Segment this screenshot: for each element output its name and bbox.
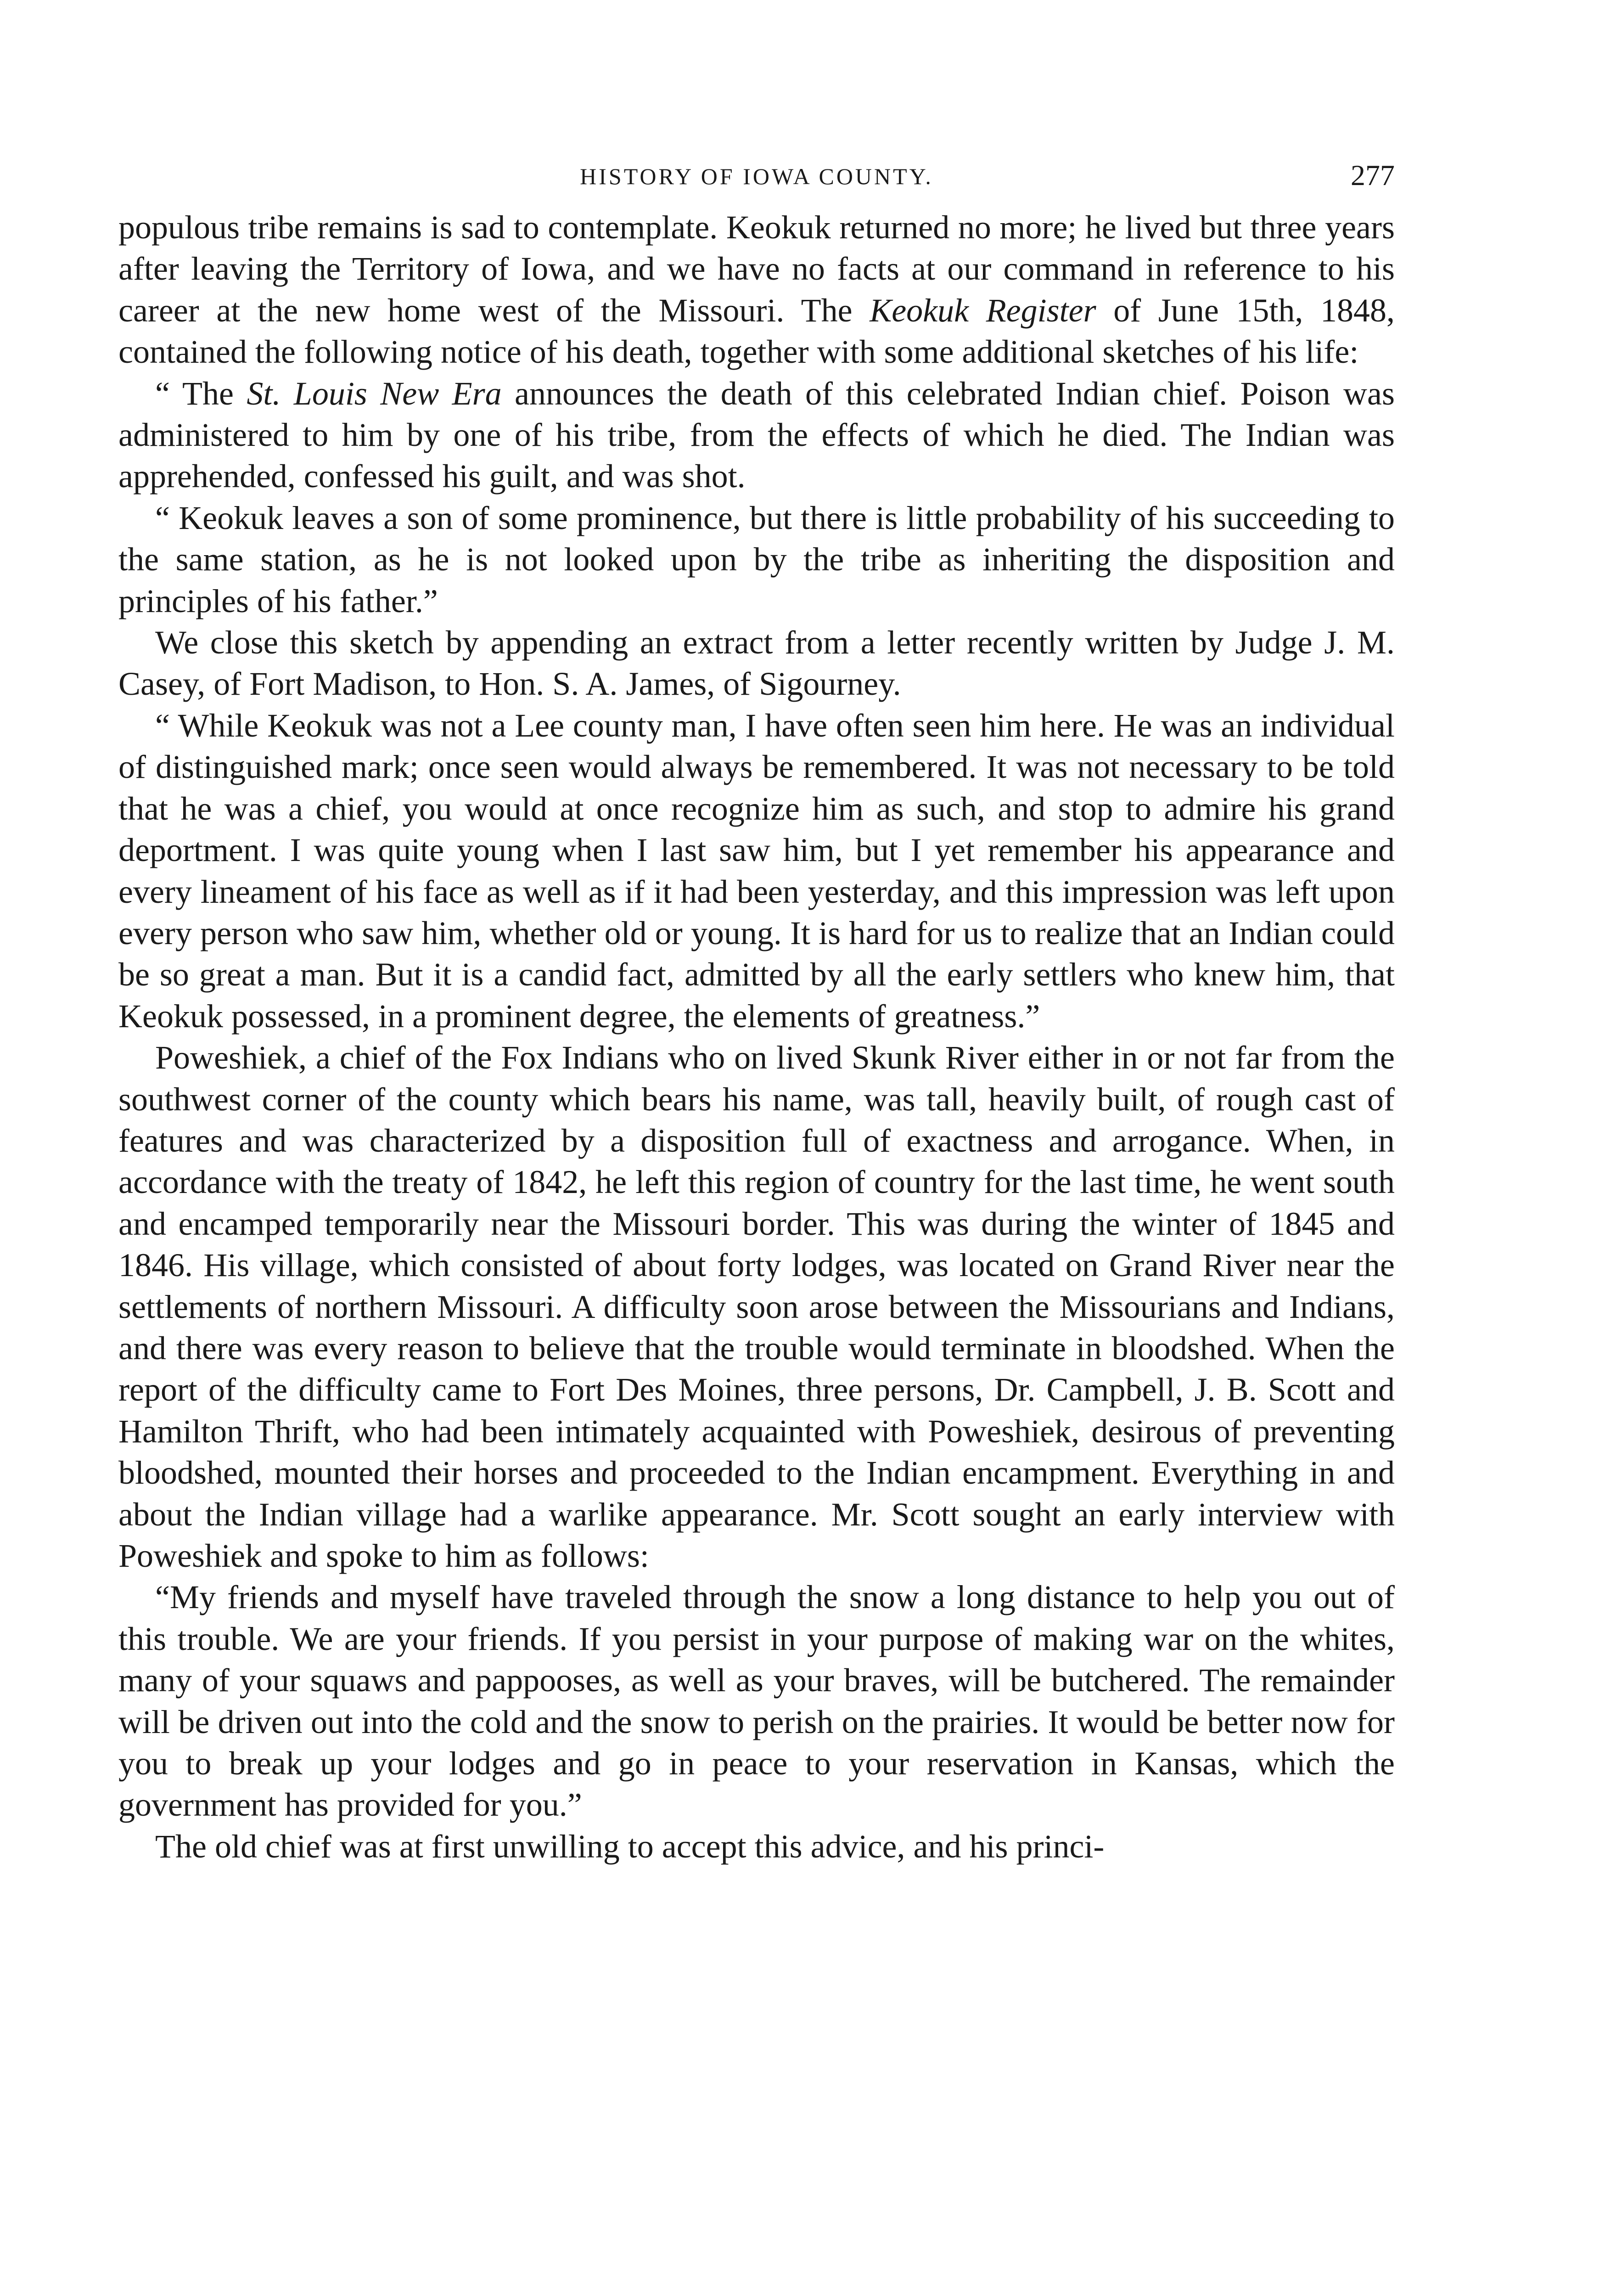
running-title: HISTORY OF IOWA COUNTY. xyxy=(580,163,933,189)
page-header xyxy=(118,158,1395,200)
page-number: 277 xyxy=(1351,159,1395,191)
paragraph-casey-letter: “ While Keokuk was not a Lee county man, I have often seen him here. He was an individual of distinguished mark; once seen would always be remembered. It was not necessary to be told that he was a chief, you would at once recognize him as such, and stop to admire his grand deportment. I was quite young when I last saw him, but I yet remember his appearance and every lineament of his face as well as if it had been yesterday, and this impression was left upon every person who saw him, whether old or young. It is hard for us to realize that an Indian could be so great a man. But it is a candid fact, admitted by all the early settlers who knew him, that Keokuk possessed, in a prominent degree, the elements of greatness.” xyxy=(118,707,1395,1035)
body-text xyxy=(118,207,1395,1867)
newspaper-title-keokuk-register: Keokuk Register xyxy=(870,292,1096,329)
newspaper-title-new-era: St. Louis New Era xyxy=(247,375,502,412)
paragraph-poweshiek: Poweshiek, a chief of the Fox Indians who on lived Skunk River either in or not far from the southwest corner of the county which bears his name, was tall, heavily built, of rough cast of features and was characterized by a disposition full of exactness and arrogance. When, in accordance with the treaty of 1842, he left this region of country for the last time, he went south and encamped temporarily near the Missouri border. This was during the winter of 1845 and 1846. His village, which consisted of about forty lodges, was located on Grand River near the settlements of northern Missouri. A difficulty soon arose between the Missourians and Indians, and there was every reason to believe that the trouble would terminate in bloodshed. When the report of the difficulty came to Fort Des Moines, three persons, Dr. Campbell, J. B. Scott and Hamilton Thrift, who had been intimately acquainted with Poweshiek, desirous of preventing bloodshed, mounted their horses and proceeded to the Indian encampment. Everything in and about the Indian village had a warlike appearance. Mr. Scott sought an early interview with Poweshiek and spoke to him as follows: xyxy=(118,1039,1395,1574)
paragraph-scott-speech: “My friends and myself have traveled through the snow a long distance to help you out of this trouble. We are your friends. If you persist in your purpose of making war on the whites, many of your squaws and pappooses, as well as your braves, will be butchered. The remainder will be driven out into the cold and the snow to perish on the prairies. It would be better now for you to break up your lodges and go in peace to your reservation in Kansas, which the government has provided for you.” xyxy=(118,1579,1395,1823)
paragraph-new-era-quote: “ The St. Louis New Era announces the death of this celebrated Indian chief. Poison was administered to him by one of his tribe, from the effects of which he died. The Indian was apprehended, confessed his guilt, and was shot. xyxy=(118,375,1395,495)
paragraph-casey-letter-intro: We close this sketch by appending an extract from a letter recently written by Judge J. M. Casey, of Fort Madison, to Hon. S. A. James, of Sigourney. xyxy=(118,624,1395,703)
paragraph-old-chief: The old chief was at first unwilling to accept this advice, and his princi- xyxy=(155,1828,1105,1865)
paragraph-keokuk-son: “ Keokuk leaves a son of some prominence, but there is little probability of his succeeding to the same station, as he is not looked upon by the tribe as inheriting the disposition and principles of his father.” xyxy=(118,499,1395,619)
paragraph-keokuk-death: populous tribe remains is sad to contemplate. Keokuk returned no more; he lived but three years after leaving the Territory of Iowa, and we have no facts at our command in reference to his career at the new home west of the Missouri. The Keokuk Register of June 15th, 1848, contained the following notice of his death, together with some additional sketches of his life: xyxy=(118,209,1395,371)
